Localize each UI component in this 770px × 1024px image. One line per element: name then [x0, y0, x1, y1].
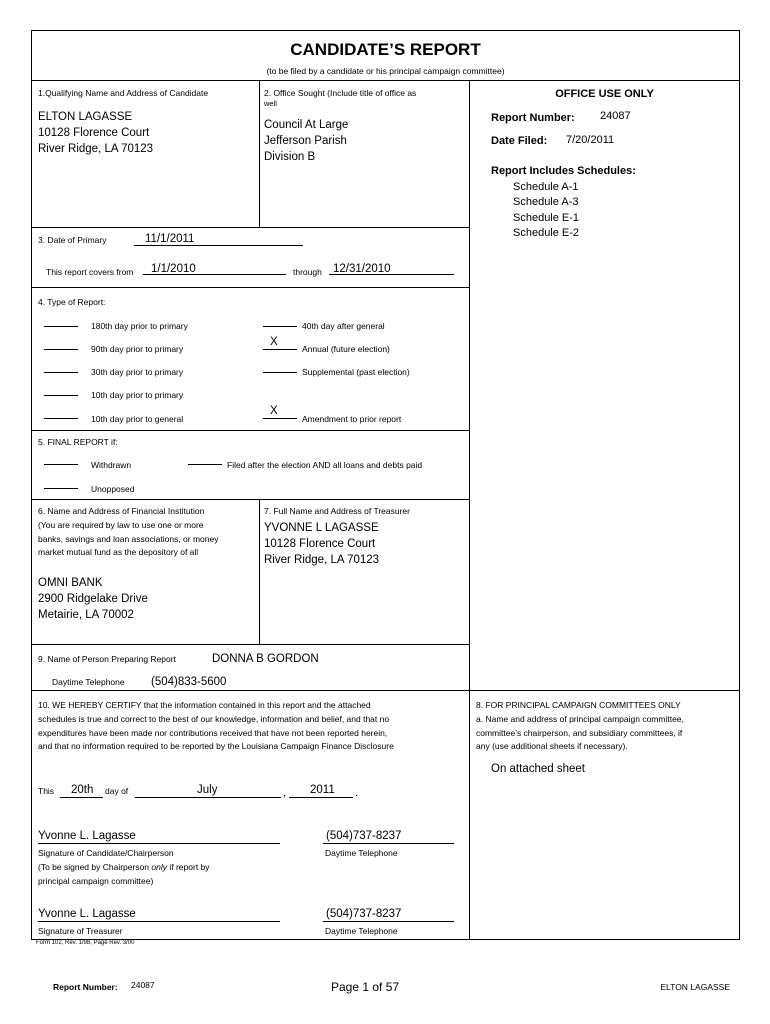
type-option-label: 90th day prior to primary	[91, 344, 184, 354]
schedule-item: Schedule E-1	[513, 212, 580, 224]
financial-institution-label: market mutual fund as the depository of all	[38, 547, 199, 557]
checkbox-line[interactable]	[44, 349, 78, 350]
phone-line	[323, 921, 454, 922]
signature-line	[38, 921, 280, 922]
checkbox-line[interactable]	[188, 464, 222, 465]
financial-institution-label: (You are required by law to use one or more	[38, 520, 204, 530]
committee-text: any (use additional sheets if necessary).	[476, 741, 628, 751]
committee-text: 8. FOR PRINCIPAL CAMPAIGN COMMITTEES ONLY	[476, 700, 681, 710]
committee-text: a. Name and address of principal campaign committee,	[476, 714, 684, 724]
checkbox-line[interactable]	[44, 488, 78, 489]
office-line1: Council At Large	[264, 119, 349, 131]
candidate-address-line1: 10128 Florence Court	[38, 127, 150, 139]
this-label: This	[38, 786, 55, 796]
from-date-value: 1/1/2010	[151, 263, 196, 275]
divider	[31, 227, 469, 228]
checkbox-line[interactable]	[263, 349, 297, 350]
phone-label: Daytime Telephone	[325, 926, 398, 936]
schedule-item: Schedule A-1	[513, 181, 579, 193]
financial-institution-label: 6. Name and Address of Financial Institution	[38, 506, 205, 516]
checkbox-line[interactable]	[44, 326, 78, 327]
date-period: .	[355, 787, 359, 799]
footer-candidate-name: ELTON LAGASSE	[660, 982, 730, 992]
note-text: if report by	[167, 862, 210, 872]
footer-report-number: 24087	[131, 980, 155, 990]
office-use-heading: OFFICE USE ONLY	[555, 88, 654, 100]
preparer-phone-label: Daytime Telephone	[52, 677, 125, 687]
treasurer-signature: Yvonne L. Lagasse	[38, 908, 136, 920]
checkbox-line[interactable]	[263, 372, 297, 373]
type-option-label: Annual (future election)	[302, 344, 390, 354]
amendment-check-mark: X	[270, 405, 278, 417]
preparer-phone: (504)833-5600	[151, 676, 227, 688]
divider	[31, 690, 740, 691]
unopposed-label: Unopposed	[91, 484, 135, 494]
divider	[31, 80, 740, 81]
month-line	[135, 797, 281, 798]
schedule-item: Schedule E-2	[513, 227, 580, 239]
phone-line	[323, 843, 454, 844]
primary-date-value: 11/1/2011	[145, 233, 195, 245]
treasurer-name: YVONNE L LAGASSE	[264, 522, 379, 534]
type-option-label: 10th day prior to primary	[91, 390, 184, 400]
type-option-label: 40th day after general	[302, 321, 385, 331]
treasurer-phone: (504)737-8237	[326, 908, 402, 920]
bank-name: OMNI BANK	[38, 577, 103, 589]
footer-report-number-label: Report Number:	[53, 982, 118, 992]
note-text: (To be signed by Chairperson	[38, 862, 152, 872]
date-comma: ,	[283, 787, 287, 799]
primary-date-line	[134, 245, 303, 246]
phone-label: Daytime Telephone	[325, 848, 398, 858]
divider	[31, 644, 469, 645]
divider	[259, 499, 260, 644]
checkbox-line[interactable]	[44, 372, 78, 373]
committee-value: On attached sheet	[491, 763, 585, 775]
type-option-label: 180th day prior to primary	[91, 321, 188, 331]
treasurer-label: 7. Full Name and Address of Treasurer	[264, 506, 410, 516]
certify-text: 10. WE HEREBY CERTIFY that the information contained in this report and the attached	[38, 700, 371, 710]
type-of-report-label: 4. Type of Report:	[38, 297, 106, 307]
checkbox-line[interactable]	[44, 418, 78, 419]
certify-text: schedules is true and correct to the best of our knowledge, information and belief, and that no	[38, 714, 390, 724]
type-option-label: Supplemental (past election)	[302, 367, 410, 377]
divider	[31, 430, 469, 431]
preparer-label: 9. Name of Person Preparing Report	[38, 654, 176, 664]
divider	[469, 80, 470, 690]
final-report-label: 5. FINAL REPORT if:	[38, 437, 118, 447]
checkbox-line[interactable]	[44, 464, 78, 465]
type-option-label: 10th day prior to general	[91, 414, 184, 424]
report-number-label: Report Number:	[491, 112, 575, 124]
date-filed-label: Date Filed:	[491, 135, 548, 147]
form-title: CANDIDATE’S REPORT	[290, 40, 481, 59]
year-line	[289, 797, 353, 798]
checkbox-line[interactable]	[263, 418, 297, 419]
through-label: through	[293, 267, 322, 277]
certify-text: and that no information required to be reported by the Louisiana Campaign Finance Disclosure	[38, 741, 394, 751]
schedule-item: Schedule A-3	[513, 196, 579, 208]
candidate-signature: Yvonne L. Lagasse	[38, 830, 136, 842]
treasurer-address-line2: River Ridge, LA 70123	[264, 554, 380, 566]
checkbox-line[interactable]	[44, 395, 78, 396]
qualifying-name-label: 1.Qualifying Name and Address of Candidate	[38, 88, 209, 98]
form-revision: Form 102, Rev. 1/98, Page Rev. 3/00	[36, 940, 135, 946]
office-line3: Division B	[264, 151, 316, 163]
date-filed-value: 7/20/2011	[566, 134, 615, 146]
checkbox-line[interactable]	[263, 326, 297, 327]
candidate-signer-phone: (504)737-8237	[326, 830, 402, 842]
divider	[469, 690, 470, 940]
filed-after-label: Filed after the election AND all loans and debts paid	[227, 460, 423, 470]
treasurer-address-line1: 10128 Florence Court	[264, 538, 376, 550]
bank-address-line2: Metairie, LA 70002	[38, 609, 134, 621]
report-number-value: 24087	[600, 110, 631, 122]
candidate-signature-label: Signature of Candidate/Chairperson	[38, 848, 174, 858]
office-sought-label-cont: well	[264, 99, 277, 108]
bank-address-line1: 2900 Ridgelake Drive	[38, 593, 148, 605]
signature-note	[38, 862, 210, 873]
schedules-heading: Report Includes Schedules:	[491, 165, 636, 177]
day-value: 20th	[71, 784, 94, 796]
financial-institution-label: banks, savings and loan associations, or money	[38, 534, 219, 544]
year-value: 2011	[310, 784, 335, 796]
annual-check-mark: X	[270, 336, 278, 348]
divider	[31, 287, 469, 288]
certify-text: expenditures have been made nor contributions received that have not been reported herein,	[38, 728, 388, 738]
day-line	[60, 797, 103, 798]
page-number: Page 1 of 57	[331, 980, 400, 994]
divider	[31, 499, 469, 500]
month-value: July	[197, 784, 218, 796]
candidate-name: ELTON LAGASSE	[38, 111, 133, 123]
date-of-primary-label: 3. Date of Primary	[38, 235, 107, 245]
type-option-label: 30th day prior to primary	[91, 367, 184, 377]
committee-text: committee’s chairperson, and subsidiary committees, if	[476, 728, 683, 738]
day-of-label: day of	[105, 786, 129, 796]
withdrawn-label: Withdrawn	[91, 460, 132, 470]
office-line2: Jefferson Parish	[264, 135, 347, 147]
signature-line	[38, 843, 280, 844]
type-option-label: Amendment to prior report	[302, 414, 402, 424]
through-date-value: 12/31/2010	[333, 263, 391, 275]
office-sought-label: 2. Office Sought (Include title of office as	[264, 88, 417, 98]
preparer-name: DONNA B GORDON	[212, 653, 319, 665]
treasurer-signature-label: Signature of Treasurer	[38, 926, 123, 936]
candidate-address-line2: River Ridge, LA 70123	[38, 143, 154, 155]
form-subtitle: (to be filed by a candidate or his principal campaign committee)	[266, 66, 505, 76]
signature-note: principal campaign committee)	[38, 876, 154, 886]
divider	[259, 80, 260, 227]
covers-from-label: This report covers from	[46, 267, 134, 277]
note-emphasis: only	[151, 862, 167, 872]
